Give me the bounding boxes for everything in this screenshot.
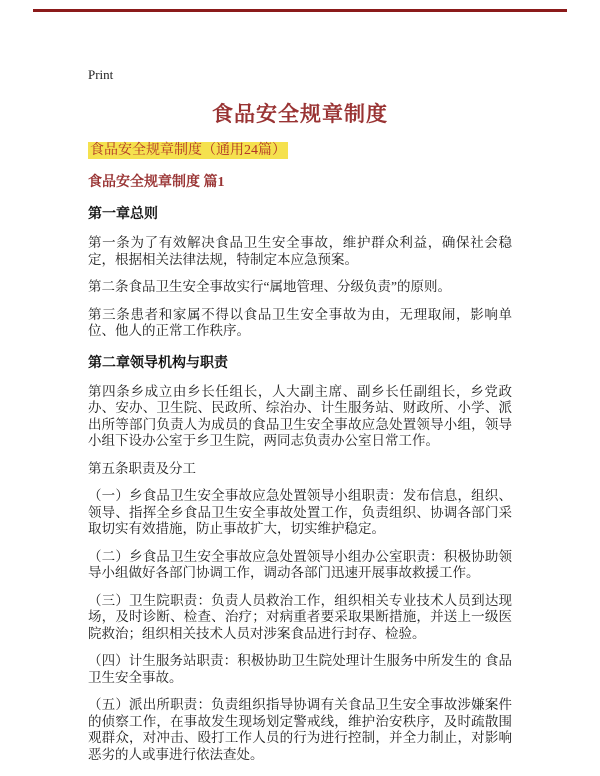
paragraph: （一）乡食品卫生安全事故应急处置领导小组职责：发布信息，组织、领导、指挥全乡食品卫生安全事故处置工作，负责组织、协调各部门采取切实有效措施，防止事故扩大，切实维护稳定。 [88,488,512,536]
chapter-heading: 第二章领导机构与职责 [88,355,228,371]
paragraph: 第四条乡成立由乡长任组长，人大副主席、副乡长任副组长，乡党政办、安办、卫生院、民政所、综治办、计生服务站、财政所、小学、派出所等部门负责人为成员的食品卫生安全事故应急处置领导小组，领导小组下设办公室于乡卫生院，两同志负责办公室日常工作。 [88,383,512,448]
document-body [88,203,512,763]
paragraph: （三）卫生院职责：负责人员救治工作，组织相关专业技术人员到达现场，及时诊断、检查、治疗；对病重者要采取果断措施，并送上一级医院救治；组织相关技术人员对涉案食品进行封存、检验。 [88,592,512,641]
paragraph: （二）乡食品卫生安全事故应急处置领导小组办公室职责：积极协助领导小组做好各部门协调工作，调动各部门迅速开展事故救援工作。 [88,548,512,580]
highlighted-subtitle-text: 食品安全规章制度（通用24篇） [90,143,286,158]
paragraph: 第二条食品卫生安全事故实行“属地管理、分级负责”的原则。 [88,279,451,294]
page-title: 食品安全规章制度 [212,102,388,126]
top-divider-rule [33,9,567,12]
paragraph: 第三条患者和家属不得以食品卫生安全事故为由，无理取闹，影响单位、他人的正常工作秩序。 [88,306,512,338]
paragraph: 第一条为了有效解决食品卫生安全事故，维护群众利益，确保社会稳定，根据相关法律法规，特制定本应急预案。 [88,235,512,267]
paragraph: 第五条职责及分工 [88,460,196,476]
document-subtitle [88,142,512,160]
section-heading: 食品安全规章制度 篇1 [88,175,225,190]
print-link[interactable]: Print [88,67,114,82]
chapter-heading: 第一章总则 [88,207,158,222]
paragraph: （五）派出所职责：负责组织指导协调有关食品卫生安全事故涉嫌案件的侦察工作，在事故发生现场划定警戒线，维护治安秩序，及时疏散围观群众，对冲击、殴打工作人员的行为进行控制，并全力制止，对影响恶劣的人或事进行依法查处。 [88,697,512,762]
paragraph: （四）计生服务站职责：积极协助卫生院处理计生服务中所发生的 食品卫生安全事故。 [88,653,512,685]
